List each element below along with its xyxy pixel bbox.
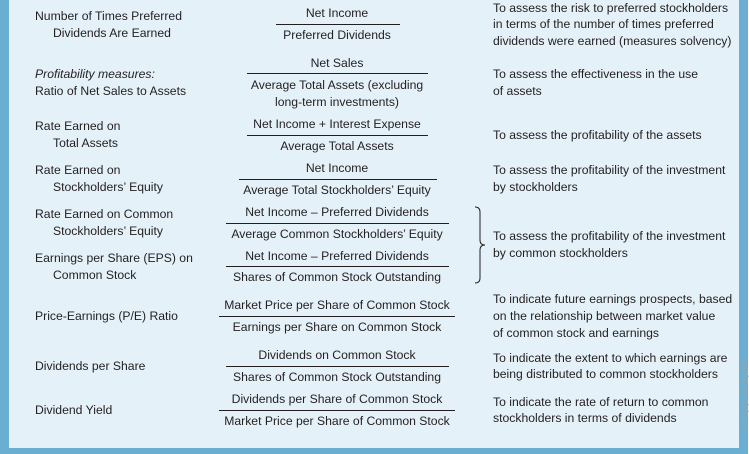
formula-numerator: Net Sales bbox=[310, 56, 364, 70]
fraction-bar bbox=[239, 179, 437, 180]
purpose-line: To assess the effectiveness in the use bbox=[493, 67, 699, 81]
fraction-bar bbox=[226, 223, 449, 224]
purpose-line: To indicate the extent to which earnings are bbox=[493, 351, 728, 365]
purpose-line: To assess the risk to preferred stockholders bbox=[493, 1, 729, 15]
purpose-line: To indicate future earnings prospects, based bbox=[493, 292, 733, 306]
purpose-line: of assets bbox=[493, 84, 542, 98]
fraction-bar bbox=[226, 266, 449, 267]
purpose-line: To assess the profitability of the assets bbox=[493, 128, 702, 142]
fraction-bar bbox=[219, 316, 455, 317]
ratio-name-line: Rate Earned on bbox=[35, 163, 121, 177]
ratio-name-line: Price-Earnings (P/E) Ratio bbox=[35, 309, 178, 323]
formula-denominator: long-term investments) bbox=[275, 95, 399, 109]
purpose-line: by stockholders bbox=[493, 180, 578, 194]
formula-numerator: Net Income – Preferred Dividends bbox=[245, 205, 429, 219]
formula-numerator: Market Price per Share of Common Stock bbox=[224, 298, 450, 312]
copyright-credit: © Cengage Learning 2014 bbox=[743, 359, 749, 430]
fraction-bar bbox=[219, 410, 455, 411]
purpose-line: on the relationship between market value bbox=[493, 309, 716, 323]
purpose-line: in terms of the number of times preferred bbox=[493, 17, 714, 31]
section-label: Profitability measures: bbox=[35, 67, 155, 81]
fraction-bar bbox=[247, 73, 428, 74]
ratio-name-line: Rate Earned on Common bbox=[35, 207, 174, 221]
formula-denominator: Average Total Stockholders’ Equity bbox=[243, 183, 431, 197]
purpose-line: To indicate the rate of return to common bbox=[493, 395, 709, 409]
ratio-name-line: Number of Times Preferred bbox=[35, 9, 182, 23]
ratio-name-line: Dividend Yield bbox=[35, 403, 113, 417]
purpose-line: being distributed to common stockholders bbox=[493, 367, 718, 381]
formula-numerator: Net Income bbox=[305, 6, 369, 20]
purpose-line: of common stock and earnings bbox=[493, 326, 659, 340]
ratio-name-line: Total Assets bbox=[53, 136, 119, 150]
formula-denominator: Average Common Stockholders’ Equity bbox=[231, 227, 443, 241]
purpose-line: stockholders in terms of dividends bbox=[493, 411, 677, 425]
formula-denominator: Average Total Assets (excluding bbox=[250, 78, 424, 92]
ratio-name-line: Rate Earned on bbox=[35, 119, 121, 133]
formula-denominator: Market Price per Share of Common Stock bbox=[224, 414, 450, 428]
formula-denominator: Preferred Dividends bbox=[283, 28, 391, 42]
fraction-bar bbox=[226, 366, 449, 367]
ratio-name-line: Earnings per Share (EPS) on bbox=[35, 251, 193, 265]
ratio-name-line: Stockholders’ Equity bbox=[53, 180, 163, 194]
formula-numerator: Net Income + Interest Expense bbox=[253, 117, 421, 131]
ratio-name-line: Dividends Are Earned bbox=[53, 26, 171, 40]
ratio-name-line: Ratio of Net Sales to Assets bbox=[35, 84, 187, 98]
formula-numerator: Net Income bbox=[305, 161, 369, 175]
formula-denominator: Shares of Common Stock Outstanding bbox=[233, 270, 441, 284]
formula-denominator: Earnings per Share on Common Stock bbox=[232, 320, 442, 334]
ratio-name-line: Common Stock bbox=[53, 268, 137, 282]
formula-numerator: Dividends on Common Stock bbox=[258, 348, 416, 362]
formula-denominator: Shares of Common Stock Outstanding bbox=[233, 370, 441, 384]
ratio-name-line: Stockholders’ Equity bbox=[53, 224, 163, 238]
right-brace-icon bbox=[474, 206, 488, 284]
purpose-line: dividends were earned (measures solvency) bbox=[493, 34, 732, 48]
purpose-line: To assess the profitability of the investment bbox=[493, 163, 726, 177]
purpose-line: To assess the profitability of the investment bbox=[493, 229, 726, 243]
formula-denominator: Average Total Assets bbox=[280, 139, 394, 153]
formula-numerator: Dividends per Share of Common Stock bbox=[231, 392, 443, 406]
purpose-line: by common stockholders bbox=[493, 246, 628, 260]
fraction-bar bbox=[247, 135, 428, 136]
ratio-name-line: Dividends per Share bbox=[35, 359, 146, 373]
formula-numerator: Net Income – Preferred Dividends bbox=[245, 249, 429, 263]
fraction-bar bbox=[276, 24, 400, 25]
